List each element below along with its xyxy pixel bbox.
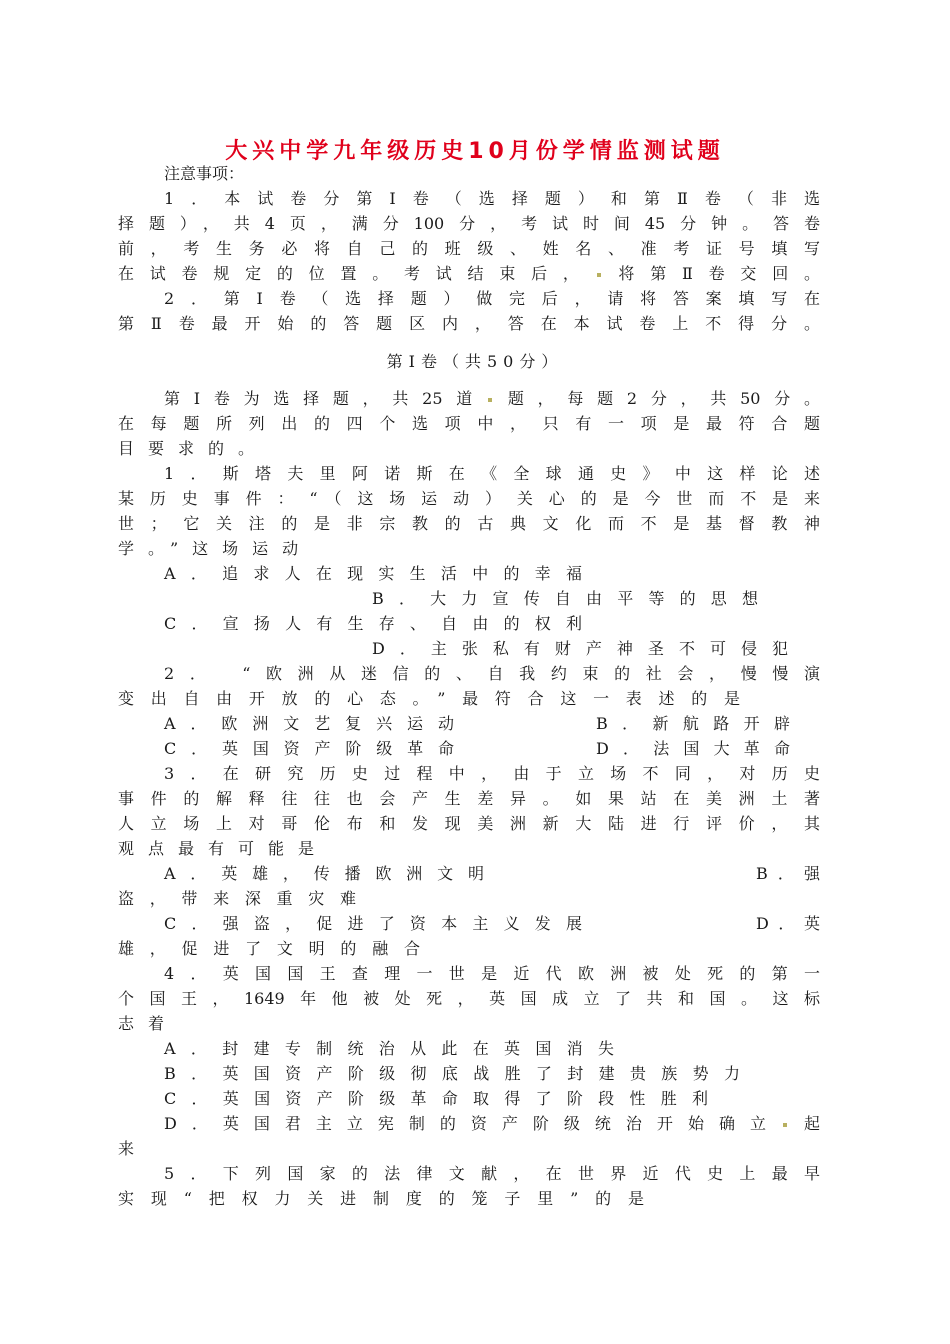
q2-line1: 2． “欧洲从迷信的、自我约束的社会，慢慢演 [164,664,820,683]
q2-option-a: A．欧洲文艺复兴运动 [164,714,454,733]
q4-option-a: A．封建专制统治从此在英国消失 [164,1039,614,1058]
q2-option-d: D．法国大革命 [596,739,790,758]
q3-option-b-end: 盗，带来深重灾难 [118,889,356,908]
notice-item1-line4-b: 将第Ⅱ卷交回。 [602,264,820,283]
q4-option-c: C．英国资产阶级革命取得了阶段性胜利 [164,1089,708,1108]
q3-option-a: A．英雄，传播欧洲文明 [164,864,484,883]
notice-item1-line4 [118,262,820,286]
q3-option-c: C．强盗，促进了资本主义发展 [164,914,582,933]
q4-option-b: B．英国资产阶级彻底战胜了封建贵族势力 [164,1064,740,1083]
q4-line1: 4．英国国王查理一世是近代欧洲被处死的第一 [164,964,820,983]
section-heading: 第Ⅰ卷（共50分） [386,352,564,371]
section-intro-line3: 目要求的。 [118,439,269,458]
notice-heading: 注意事项： [164,164,245,183]
q3-option-d-end: 雄，促进了文明的融合 [118,939,420,958]
exam-title: 大兴中学九年级历史10月份学情监测试题 [225,139,725,164]
q3-line2: 事件的解释往往也会产生差异。如果站在美洲土著 [118,789,820,808]
mark-dot-icon [488,398,492,402]
q1-option-b: B．大力宣传自由平等的思想 [372,589,758,608]
q3-line3: 人立场上对哥伦布和发现美洲新大陆进行评价，其 [118,814,820,833]
q1-line2: 某历史事件：“（这场运动）关心的是今世而不是来 [118,489,820,508]
q3-line4: 观点最有可能是 [118,839,329,858]
q1-option-c: C．宣扬人有生存、自由的权利 [164,614,582,633]
q5-line1: 5．下列国家的法律文献，在世界近代史上最早 [164,1164,820,1183]
q4-option-d-text: D．英国君主立宪制的资产阶级统治开始确立 [164,1114,781,1133]
q3-option-b-start: B．强 [756,864,820,883]
mark-dot-icon [783,1123,787,1127]
q1-line3: 世；它关注的是非宗教的古典文化而不是基督教神 [118,514,820,533]
q1-option-a: A．追求人在现实生活中的幸福 [164,564,582,583]
q4-line3: 志着 [118,1014,179,1033]
notice-item1-line3: 前，考生务必将自己的班级、姓名、准考证号填写 [118,239,820,258]
section-intro-line2: 在每题所列出的四个选项中，只有一项是最符合题 [118,414,820,433]
q3-option-d-start: D．英 [756,914,820,933]
notice-item1-line2: 择题），共4页，满分100分，考试时间45分钟。答卷 [118,214,820,233]
q4-option-d-tail: 起 [788,1114,820,1133]
q4-line2: 个国王，1649年他被处死，英国成立了共和国。这标 [118,989,820,1008]
q1-line4: 学。”这场运动 [118,539,313,558]
notice-item1-line4-a: 在试卷规定的位置。考试结束后， [118,264,595,283]
q1-line1: 1．斯塔夫里阿诺斯在《全球通史》中这样论述 [164,464,820,483]
notice-item1-line1: 1．本试卷分第Ⅰ卷（选择题）和第Ⅱ卷（非选 [164,189,820,208]
q3-line1: 3．在研究历史过程中，由于立场不同，对历史 [164,764,820,783]
q1-option-d: D．主张私有财产神圣不可侵犯 [372,639,788,658]
q2-line2: 变出自由开放的心态。”最符合这一表述的是 [118,689,740,708]
q4-option-d-line1 [164,1112,820,1136]
notice-item2-line1: 2．第Ⅰ卷（选择题）做完后，请将答案填写在 [164,289,820,308]
mark-dot-icon [597,273,601,277]
q2-option-c: C．英国资产阶级革命 [164,739,454,758]
q2-option-b: B．新航路开辟 [596,714,790,733]
section-intro-line1 [164,387,820,411]
section-intro-line1-a: 第Ⅰ卷为选择题，共25道 [164,389,487,408]
q4-option-d-line2: 来 [118,1139,135,1158]
section-intro-line1-b: 题，每题2分，共50分。 [494,389,821,408]
q5-line2: 实现“把权力关进制度的笼子里”的是 [118,1189,644,1208]
notice-item2-line2: 第Ⅱ卷最开始的答题区内，答在本试卷上不得分。 [118,314,820,333]
